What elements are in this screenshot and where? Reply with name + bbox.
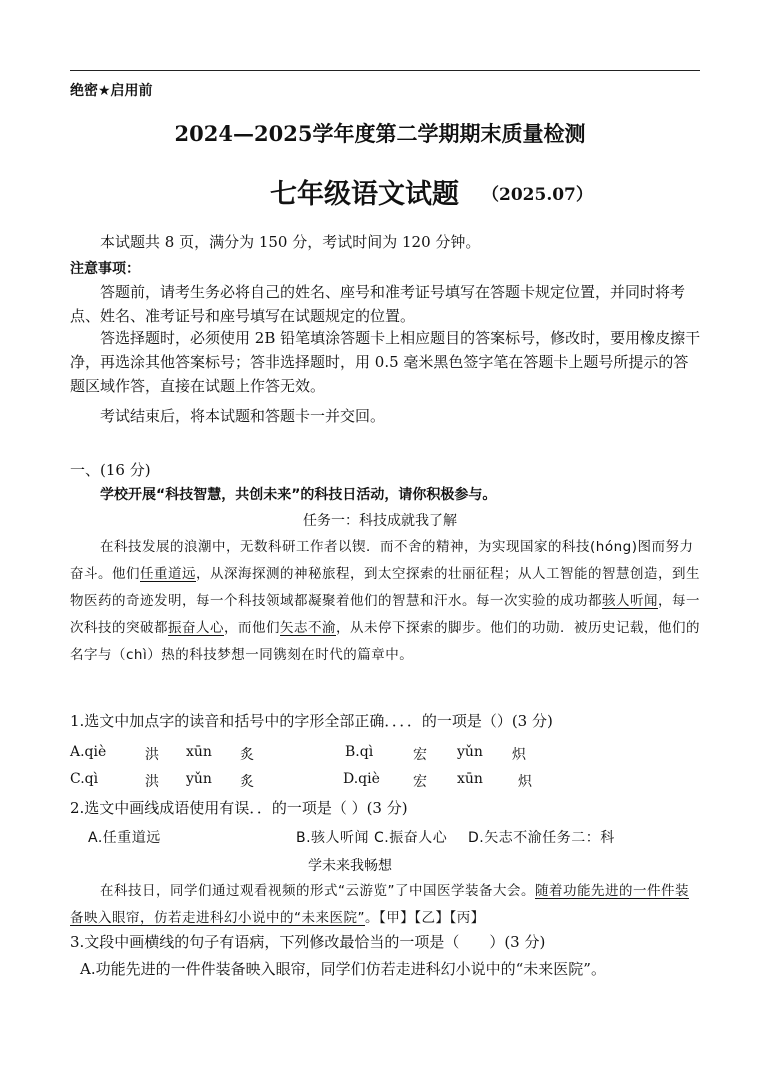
question-2-option-a: A.任重道远 <box>88 830 161 846</box>
question-1-stem: 1.选文中加点字的读音和括号中的字形全部正确．．．．的一项是（）(3 分) <box>70 712 553 730</box>
underlined-sentence: 一件件装备映入眼帘，仿若走进科幻小说中的“未来医院” <box>70 883 689 926</box>
option-b-char2: 炽 <box>512 747 526 763</box>
option-a-char2: 炙 <box>240 747 254 763</box>
section-lead: 学校开展“科技智慧，共创未来”的科技日活动，请你积极参与。 <box>100 487 497 503</box>
task-title: 任务一：科技成就我了解 <box>303 513 457 529</box>
passage-text: 在科技日，同学们通过观看视频的形式“云游览”了中国医学装备大会。 <box>100 883 535 899</box>
exam-title: 2024—2025学年度第二学期期末质量检测 <box>174 121 586 146</box>
passage-text: ，而他们 <box>224 620 280 636</box>
option-a-char1: 洪 <box>145 747 159 763</box>
option-d-label: D.qiè <box>343 771 380 787</box>
passage-text: ，从未停下探索的脚步。他们的功勋．被历史记载，他们的名字与（chì）热的科技梦想一同镌刻在时代的篇章中。 <box>70 620 700 663</box>
passage-text: ，从深海探测的神秘旅程，到太空探索的壮丽征程；从人工智能的智慧创造，到生物医药的奇迹发明，每一个科技领域都凝聚着他们的智慧和汗水。每一次实验的成功都 <box>70 566 700 609</box>
reading-passage-2 <box>70 878 702 932</box>
option-a-label: A.qiè <box>70 744 107 760</box>
task-2-title-wrap: 学未来我畅想 <box>308 858 392 874</box>
passage-text: ，每一次科技的突破都 <box>70 593 700 636</box>
underlined-idiom: 振奋人心 <box>168 620 224 636</box>
note-item: 答题前，请考生务必将自己的姓名、座号和准考证号填写在答题卡规定位置，并同时将考点、姓名、准考证号和座号填写在试题规定的位置。 <box>70 283 686 325</box>
question-2-option-bc: B.骇人听闻 C.振奋人心 <box>296 830 448 846</box>
question-2-stem: 2.选文中画线成语使用有误．．的一项是（ ）(3 分) <box>70 799 408 817</box>
exam-intro: 本试题共 8 页，满分为 150 分，考试时间为 120 分钟。 <box>100 233 481 251</box>
option-d-char1: 宏 <box>413 774 427 790</box>
option-b-char1: 宏 <box>413 747 427 763</box>
exam-subtitle: 七年级语文试题 <box>270 179 459 210</box>
exam-date: （2025.07） <box>482 185 593 205</box>
option-c-char1: 洪 <box>145 774 159 790</box>
underlined-idiom: 骇人听闻 <box>602 593 658 609</box>
option-a-pinyin: xūn <box>186 744 212 760</box>
reading-passage <box>70 534 702 669</box>
option-d-char2: 炽 <box>518 774 532 790</box>
underlined-idiom: 任重道远 <box>140 566 196 582</box>
option-c-pinyin: yǔn <box>186 771 212 787</box>
confidential-label: 绝密★启用前 <box>70 83 153 99</box>
option-b-label: B.qì <box>345 744 374 760</box>
note-item: 答选择题时，必须使用 2B 铅笔填涂答题卡上相应题目的答案标号，修改时，要用橡皮擦干净，再选涂其他答案标号；答非选择题时，用 0.5 毫米黑色签字笔在答题卡上题号所提示的答题区域作答，直接在试题上作答无效。 <box>70 329 701 395</box>
question-3-stem: 3.文段中画横线的句子有语病，下列修改最恰当的一项是（ ）(3 分) <box>70 933 546 951</box>
option-c-label: C.qì <box>70 771 99 787</box>
note-item: 考试结束后，将本试题和答题卡一并交回。 <box>100 407 386 425</box>
option-b-pinyin: yǔn <box>457 744 483 760</box>
question-3-option-a: A.功能先进的一件件装备映入眼帘，同学们仿若走进科幻小说中的“未来医院”。 <box>80 960 606 978</box>
question-2-option-d: D.矢志不渝任务二：科 <box>468 830 615 846</box>
section-heading: 一、(16 分) <box>70 461 151 479</box>
passage-text: 在科技发展的浪潮中，无数科研工作者以锲．而不舍的精神，为实现国家的科技(hóng)图而努力奋斗。他们 <box>70 539 694 582</box>
option-d-pinyin: xūn <box>457 771 483 787</box>
top-rule <box>70 70 700 71</box>
passage-text: 。【甲】【乙】【丙】 <box>365 910 485 926</box>
notes-heading: 注意事项： <box>70 261 140 277</box>
option-c-char2: 炙 <box>240 774 254 790</box>
underlined-idiom: 矢志不渝 <box>280 620 336 636</box>
underlined-sentence: 随着功能先进的 <box>535 883 633 899</box>
